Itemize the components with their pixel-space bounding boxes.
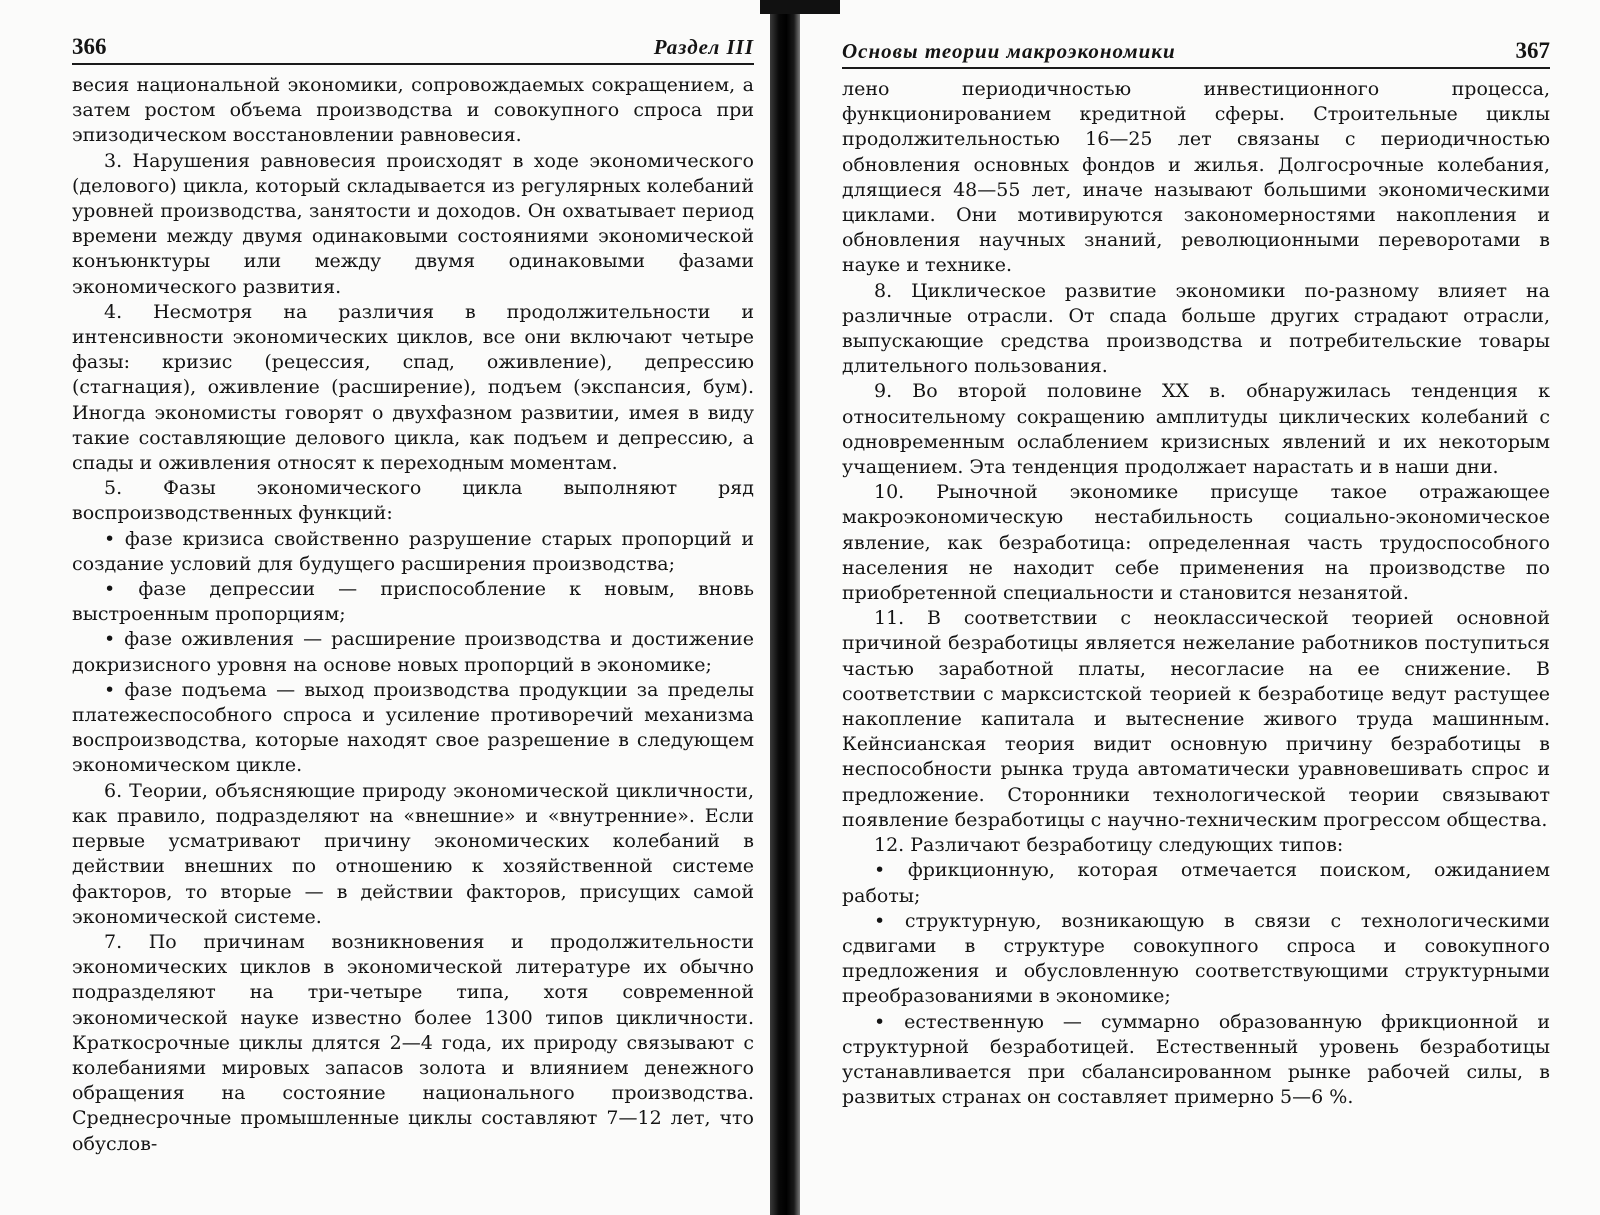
paragraph: 12. Различают безработицу следующих типов: bbox=[874, 834, 1344, 857]
bullet-item: • фазе подъема — выход производства продукции за пределы платежеспособного спроса и усиление противоречий механизма воспроизводства, которые находят свое разрешение в следующем экономическом цикле. bbox=[72, 678, 754, 777]
right-running-head bbox=[842, 38, 1550, 69]
bullet-item: • фазе оживления — расширение производства и достижение докризисного уровня на основе новых пропорций в экономике; bbox=[72, 628, 754, 676]
paragraph: лено периодичностью инвестиционного процесса, функционированием кредитной сферы. Строительные циклы продолжительностью 16—25 лет связаны с периодичностью обновления основных фондов и жилья. Долгосрочные колебания, длящиеся 48—55 лет, иначе называют большими экономическими циклами. Они мотивируются закономерностями накопления и обновления научных знаний, революционными переворотами в науке и технике. bbox=[842, 78, 1550, 277]
paragraph: 8. Циклическое развитие экономики по-разному влияет на различные отрасли. От спада больше других страдают отрасли, выпускающие средства производства и потребительские товары длительного пользования. bbox=[842, 279, 1550, 378]
left-page-number: 366 bbox=[72, 34, 107, 59]
left-page bbox=[0, 0, 772, 1215]
paragraph: 11. В соответствии с неоклассической теорией основной причиной безработицы является нежелание работников поступиться частью заработной платы, несогласие на ее снижение. В соответствии с марксистской теорией к безработице ведут растущее накопление капитала и вытеснение живого труда машинным. Кейнсианская теория видит основную причину безработицы в неспособности рынка труда автоматически уравновешивать спрос и предложение. Сторонники технологической теории связывают появление безработицы с научно-техническим прогрессом общества. bbox=[842, 607, 1550, 831]
left-running-head bbox=[72, 34, 754, 65]
bullet-item: • фазе депрессии — приспособление к новым, вновь выстроенным пропорциям; bbox=[72, 578, 754, 626]
right-page-number: 367 bbox=[1515, 38, 1550, 63]
paragraph: 4. Несмотря на различия в продолжительности и интенсивности экономических циклов, все они включают четыре фазы: кризис (рецессия, спад, оживление), депрессию (стагнация), оживление (расширение), подъем (экспансия, бум). Иногда экономисты говорят о двухфазном развитии, имея в виду такие составляющие делового цикла, как подъем и депрессию, а спады и оживления относят к переходным моментам. bbox=[72, 300, 754, 475]
paragraph: 10. Рыночной экономике присуще такое отражающее макроэкономическую нестабильность социально-экономическое явление, как безработица: определенная часть трудоспособного населения не находит себе применения на производстве по приобретенной специальности и становится незанятой. bbox=[842, 481, 1550, 605]
paragraph: 6. Теории, объясняющие природу экономической цикличности, как правило, подразделяют на «внешние» и «внутренние». Если первые усматривают причину экономических колебаний в действии внешних по отношению к хозяйственной системе факторов, то вторые — в действии факторов, присущих самой экономической системе. bbox=[72, 779, 754, 928]
paragraph: весия национальной экономики, сопровождаемых сокращением, а затем ростом объема производства и совокупного спроса при эпизодическом восстановлении равновесия. bbox=[72, 74, 754, 147]
bullet-item: • структурную, возникающую в связи с технологическими сдвигами в структуре совокупного спроса и совокупного предложения и обусловленную соответствующими структурными преобразованиями в экономике; bbox=[842, 909, 1550, 1008]
left-section-title: Раздел III bbox=[653, 35, 754, 59]
left-page-text bbox=[72, 73, 754, 1157]
book-gutter bbox=[770, 0, 800, 1215]
bullet-item: • фазе кризиса свойственно разрушение старых пропорций и создание условий для будущего расширения производства; bbox=[72, 527, 754, 575]
right-page-text bbox=[842, 77, 1550, 1110]
bullet-item: • естественную — суммарно образованную фрикционной и структурной безработицей. Естественный уровень безработицы устанавливается при сбалансированном рынке рабочей силы, в развитых странах он составляет примерно 5—6 %. bbox=[842, 1010, 1550, 1109]
right-page bbox=[800, 0, 1600, 1215]
paragraph: 9. Во второй половине XX в. обнаружилась тенденция к относительному сокращению амплитуды циклических колебаний с одновременным ослаблением кризисных явлений и их некоторым учащением. Эта тенденция продолжает нарастать и в наши дни. bbox=[842, 380, 1550, 479]
paragraph: 7. По причинам возникновения и продолжительности экономических циклов в экономической литературе их обычно подразделяют на три-четыре типа, хотя современной экономической науке известно более 1300 типов цикличности. Краткосрочные циклы длятся 2—4 года, их природу связывают с колебаниями мировых запасов золота и влиянием денежного обращения на состояние национального производства. Среднесрочные промышленные циклы составляют 7—12 лет, что обуслов- bbox=[72, 930, 754, 1155]
bullet-item: • фрикционную, которая отмечается поиском, ожиданием работы; bbox=[842, 859, 1550, 907]
paragraph: 3. Нарушения равновесия происходят в ходе экономического (делового) цикла, который складывается из регулярных колебаний уровней производства, занятости и доходов. Он охватывает период времени между двумя одинаковыми состояниями экономической конъюнктуры или между двумя одинаковыми фазами экономического развития. bbox=[72, 149, 754, 298]
right-section-title: Основы теории макроэкономики bbox=[842, 39, 1176, 63]
paragraph: 5. Фазы экономического цикла выполняют ряд воспроизводственных функций: bbox=[72, 477, 754, 525]
